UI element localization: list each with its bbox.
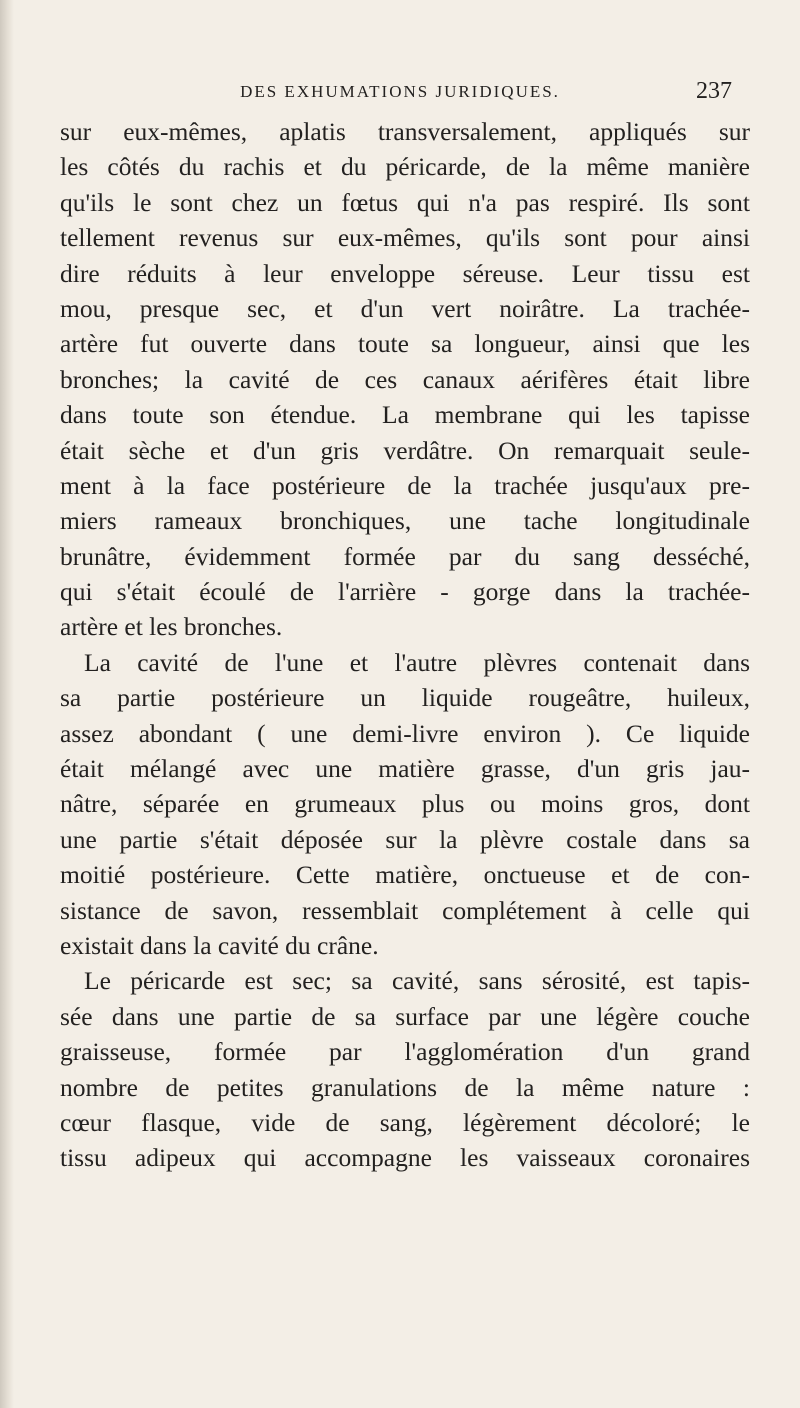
page-binding-edge xyxy=(0,0,14,1408)
text-line: sa partie postérieure un liquide rougeâtre, huileux, xyxy=(60,683,750,713)
text-line: Le péricarde est sec; sa cavité, sans sérosité, est tapis- xyxy=(84,966,750,996)
text-line: ment à la face postérieure de la trachée jusqu'aux pre- xyxy=(60,470,750,500)
text-line: sur eux-mêmes, aplatis transversalement, appliqués sur xyxy=(60,117,750,146)
text-line: graisseuse, formée par l'agglomération d'un grand xyxy=(60,1037,750,1067)
text-line: artère fut ouverte dans toute sa longueur, ainsi que les xyxy=(60,329,750,359)
text-line: assez abondant ( une demi-livre environ ). Ce liquide xyxy=(60,718,750,748)
text-line: sée dans une partie de sa surface par une légère couche xyxy=(60,1001,750,1031)
text-line: tissu adipeux qui accompagne les vaisseaux coronaires xyxy=(60,1143,750,1173)
body-text xyxy=(60,114,750,1176)
text-line: sistance de savon, ressemblait complétement à celle qui xyxy=(60,895,750,925)
text-line: les côtés du rachis et du péricarde, de la même manière xyxy=(60,152,750,182)
text-line: qu'ils le sont chez un fœtus qui n'a pas respiré. Ils sont xyxy=(60,187,750,217)
text-line: artère et les bronches. xyxy=(60,612,283,642)
text-line: dire réduits à leur enveloppe séreuse. Leur tissu est xyxy=(60,258,750,288)
text-line: qui s'était écoulé de l'arrière - gorge dans la trachée- xyxy=(60,577,750,607)
text-line: tellement revenus sur eux-mêmes, qu'ils sont pour ainsi xyxy=(60,223,750,253)
text-line: nâtre, séparée en grumeaux plus ou moins gros, dont xyxy=(60,789,750,819)
text-line: cœur flasque, vide de sang, légèrement décoloré; le xyxy=(60,1107,750,1137)
running-head: DES EXHUMATIONS JURIDIQUES. xyxy=(240,82,560,101)
text-line: était sèche et d'un gris verdâtre. On remarquait seule- xyxy=(60,435,750,465)
text-line: bronches; la cavité de ces canaux aérifères était libre xyxy=(60,364,750,394)
text-line: mou, presque sec, et d'un vert noirâtre. La trachée- xyxy=(60,293,750,323)
text-line: dans toute son étendue. La membrane qui les tapisse xyxy=(60,400,750,430)
text-line: était mélangé avec une matière grasse, d'un gris jau- xyxy=(60,754,750,784)
text-line: miers rameaux bronchiques, une tache longitudinale xyxy=(60,506,750,536)
page-header xyxy=(60,78,740,112)
text-line: moitié postérieure. Cette matière, onctueuse et de con- xyxy=(60,860,750,890)
text-line: une partie s'était déposée sur la plèvre costale dans sa xyxy=(60,824,750,854)
text-line: existait dans la cavité du crâne. xyxy=(60,930,379,960)
text-line: La cavité de l'une et l'autre plèvres contenait dans xyxy=(84,647,750,677)
page-number: 237 xyxy=(696,78,732,104)
text-line: nombre de petites granulations de la même nature : xyxy=(60,1072,750,1102)
text-line: brunâtre, évidemment formée par du sang desséché, xyxy=(60,541,750,571)
